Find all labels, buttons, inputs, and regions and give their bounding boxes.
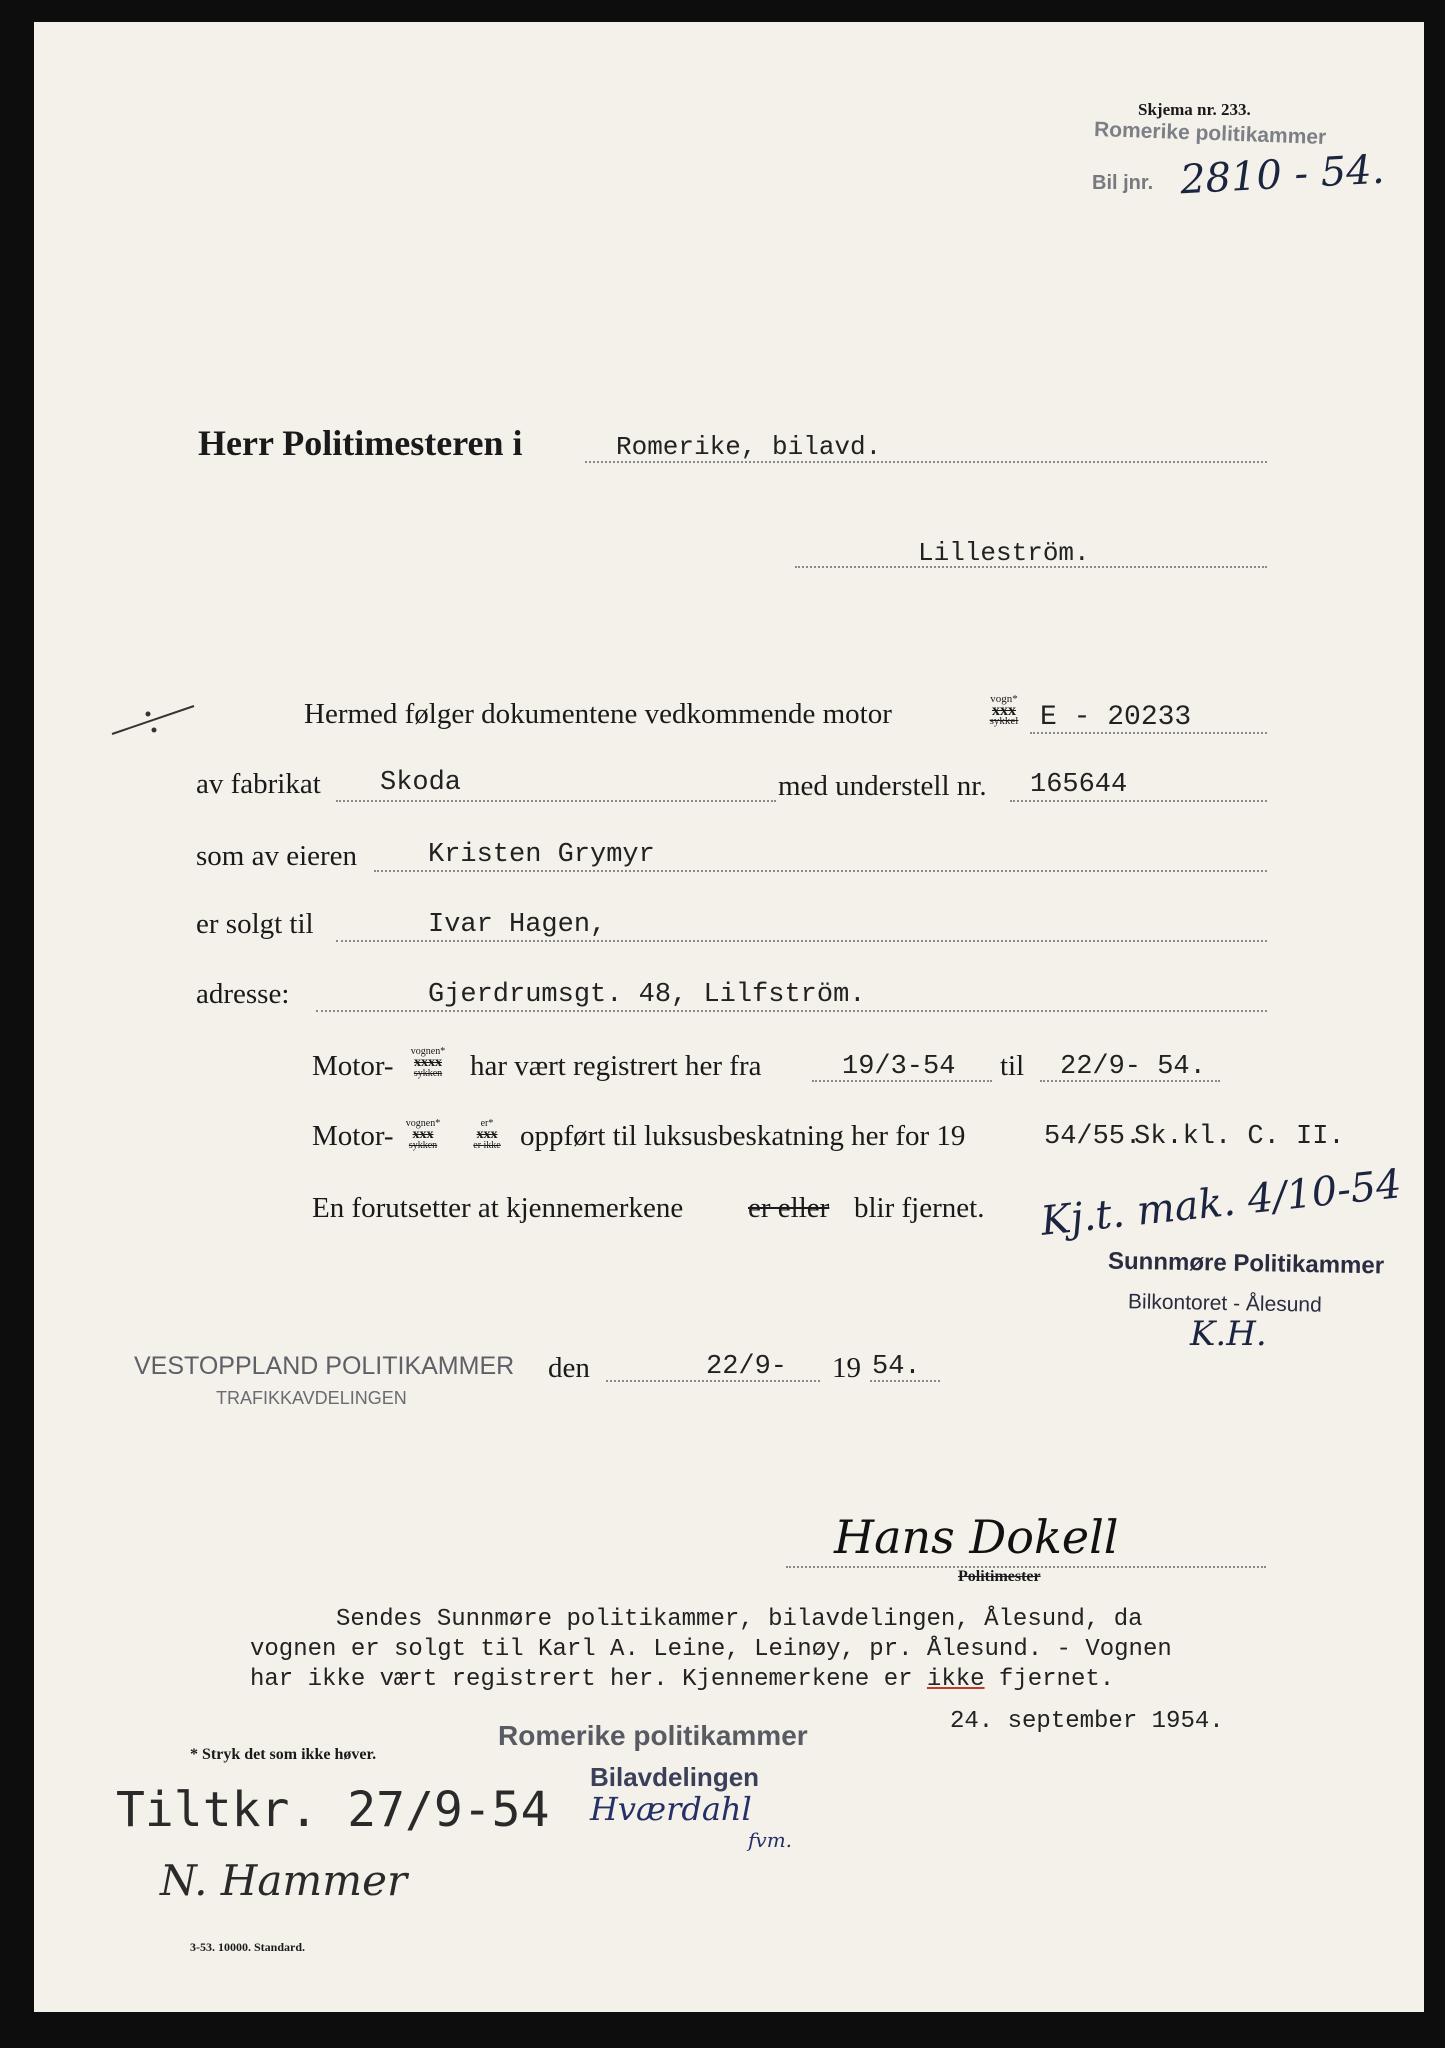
recipient-city: Lilleström. xyxy=(918,538,1090,568)
owner-name: Kristen Grymyr xyxy=(428,840,655,870)
tax-opt2-bottom: er ikke xyxy=(473,1140,501,1151)
note-line3-underlined: ikke xyxy=(926,1666,985,1693)
sunnmore-initials: K.H. xyxy=(1190,1314,1267,1354)
romerike-stamp-line1: Romerike politikammer xyxy=(498,1720,808,1751)
vehicle-type-crossed: xxx xyxy=(992,702,1016,719)
plates-text: En forutsetter at kjennemerkene xyxy=(312,1192,684,1224)
footnote: * Stryk det som ikke høver. xyxy=(190,1746,377,1763)
registered-opt-crossed: xxxx xyxy=(414,1055,442,1070)
tax-year: 54/55. xyxy=(1044,1122,1142,1152)
note-line2: vognen er solgt til Karl A. Leine, Leinøy, pr. Ålesund. - Vognen xyxy=(250,1636,1172,1663)
owner-label: som av eieren xyxy=(196,840,358,872)
note-line3-pre: har ikke vært registrert her. Kjennemerkene er xyxy=(250,1666,927,1693)
note-line3 xyxy=(250,1666,1114,1693)
sunnmore-stamp-line1: Sunnmøre Politikammer xyxy=(1107,1247,1385,1280)
salutation: Herr Politimesteren i xyxy=(198,423,523,463)
journal-number: 2810 - 54. xyxy=(1178,146,1386,204)
police-chief-title: Politimester xyxy=(958,1568,1041,1585)
vehicle-type-top: vogn* xyxy=(990,693,1018,705)
registered-text: har vært registrert her fra xyxy=(470,1050,762,1082)
tax-class: Sk.kl. C. II. xyxy=(1134,1122,1345,1152)
handwritten-note-line1: Tiltkr. 27/9-54 xyxy=(116,1782,550,1838)
chassis-label: med understell nr. xyxy=(778,770,987,802)
registration-number: E - 20233 xyxy=(1040,702,1192,733)
tax-opt1-top: vognen* xyxy=(405,1118,441,1129)
tax-options-status xyxy=(460,1118,514,1151)
make-label: av fabrikat xyxy=(196,768,321,800)
tax-prefix: Motor- xyxy=(312,1120,394,1152)
sender-stamp-line1: VESTOPPLAND POLITIKAMMER xyxy=(134,1352,515,1380)
tax-options-vehicle xyxy=(392,1118,454,1151)
registered-prefix: Motor- xyxy=(312,1050,394,1082)
buyer-name: Ivar Hagen, xyxy=(428,910,607,940)
vehicle-type-bottom: sykkel xyxy=(989,715,1019,727)
sender-year: 54. xyxy=(872,1352,921,1382)
buyer-label: er solgt til xyxy=(196,908,314,940)
handwritten-note-line2: N. Hammer xyxy=(160,1856,408,1905)
registered-options xyxy=(396,1046,460,1079)
intro-text: Hermed følger dokumentene vedkommende motor xyxy=(304,698,892,730)
tax-opt1-crossed: xxx xyxy=(412,1127,434,1142)
sender-year-prefix: 19 xyxy=(832,1352,861,1384)
note-line1: Sendes Sunnmøre politikammer, bilavdelingen, Ålesund, da xyxy=(336,1606,1143,1633)
registered-opt-top: vognen* xyxy=(410,1046,446,1057)
tax-opt1-bottom: sykken xyxy=(408,1140,438,1151)
make-value: Skoda xyxy=(380,768,462,798)
romerike-suffix: fvm. xyxy=(748,1828,793,1852)
tax-opt2-top: er* xyxy=(480,1118,494,1129)
note-date: 24. september 1954. xyxy=(950,1708,1224,1735)
sender-date: 22/9- xyxy=(706,1352,788,1382)
chassis-number: 165644 xyxy=(1030,770,1128,800)
police-chief-signature: Hans Dokell xyxy=(834,1510,1119,1564)
registered-to: 22/9- 54. xyxy=(1060,1052,1206,1082)
plates-suffix: blir fjernet. xyxy=(854,1192,985,1224)
top-stamp-line1: Romerike politikammer xyxy=(1093,117,1327,150)
address-value: Gjerdrumsgt. 48, Lilfström. xyxy=(428,980,866,1010)
date-label: den xyxy=(548,1352,590,1384)
sunnmore-stamp-line2: Bilkontoret - Ålesund xyxy=(1127,1290,1322,1317)
romerike-stamp-line2: Bilavdelingen xyxy=(590,1762,760,1792)
romerike-signature: Hværdahl xyxy=(590,1790,752,1828)
margin-mark xyxy=(108,700,198,740)
sunnmore-handwritten: Kj.t. mak. 4/10-54 xyxy=(1038,1161,1404,1245)
tax-text: oppført til luksusbeskatning her for 19 xyxy=(520,1120,966,1152)
registered-from: 19/3-54 xyxy=(842,1052,956,1082)
note-line3-post: fjernet. xyxy=(984,1666,1115,1693)
print-code: 3-53. 10000. Standard. xyxy=(190,1940,306,1954)
sender-stamp-line2: TRAFIKKAVDELINGEN xyxy=(216,1388,407,1408)
vehicle-type-options xyxy=(980,694,1028,727)
address-label: adresse: xyxy=(196,978,290,1010)
plates-crossed: er eller xyxy=(748,1192,830,1224)
top-stamp-journal-label: Bil jnr. xyxy=(1092,172,1154,194)
tax-opt2-crossed: xxx xyxy=(476,1127,498,1142)
recipient: Romerike, bilavd. xyxy=(616,432,882,462)
registered-to-label: til xyxy=(1000,1050,1025,1082)
registered-opt-bottom: sykken xyxy=(413,1068,443,1079)
schema-number: Skjema nr. 233. xyxy=(1138,100,1251,119)
